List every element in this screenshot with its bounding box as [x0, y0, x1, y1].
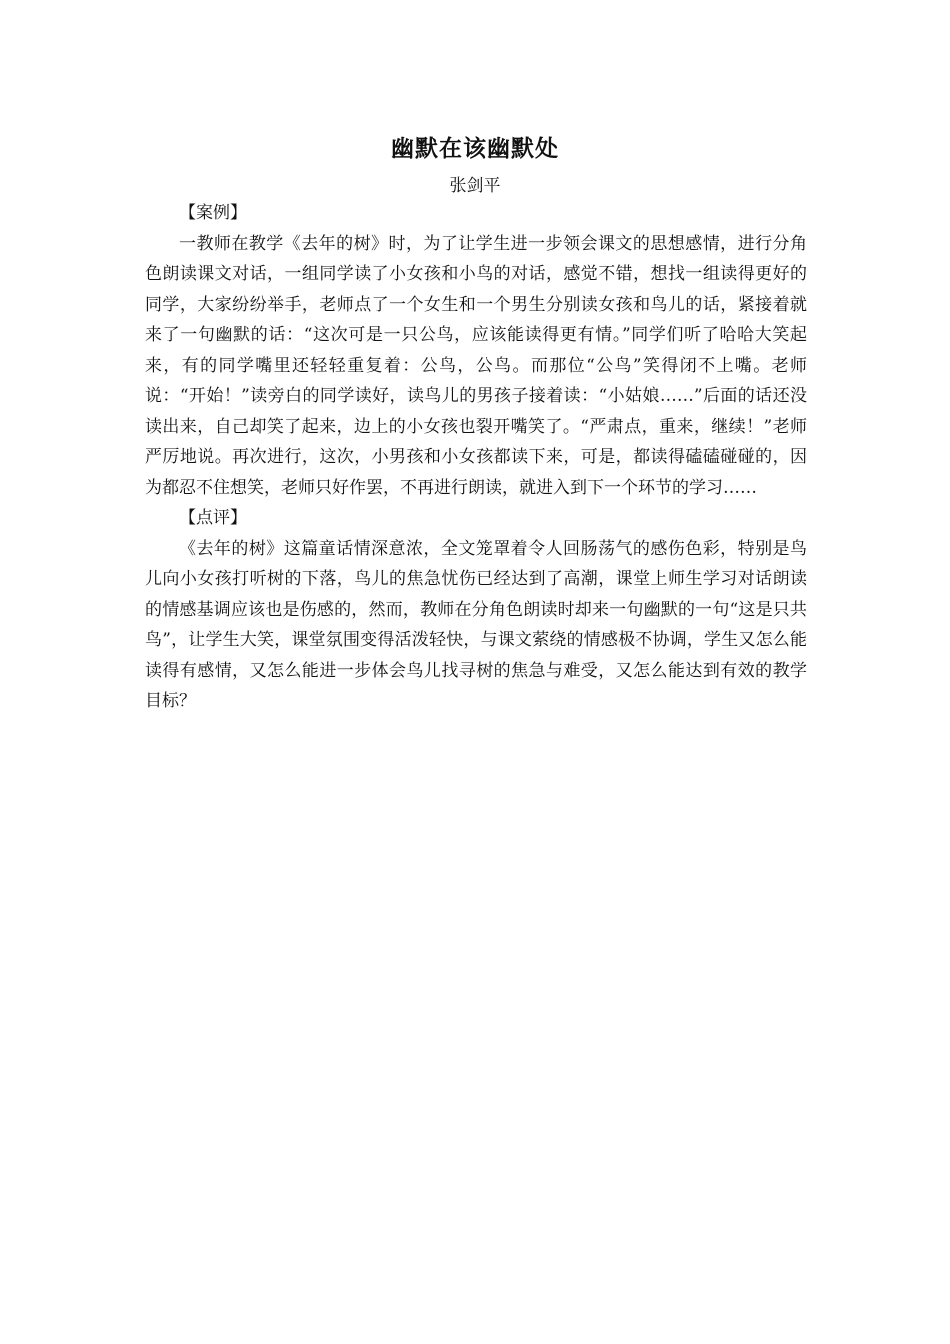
section-label-comment: 【点评】 — [179, 508, 247, 528]
case-paragraph: 一教师在教学《去年的树》时，为了让学生进一步领会课文的思想感情，进行分角色朗读课文对话，一组同学读了小女孩和小鸟的对话，感觉不错，想找一组读得更好的同学，大家纷纷举手，老师点了一个女生和一个男生分别读女孩和鸟儿的话，紧接着就来了一句幽默的话：“这次可是一只公鸟，应该能读得更有情。”同学们听了哈哈大笑起来，有的同学嘴里还轻轻重复着：公鸟，公鸟。而那位“公鸟”笑得闭不上嘴。老师说：“开始！”读旁白的同学读好，读鸟儿的男孩子接着读：“小姑娘……”后面的话还没读出来，自己却笑了起来，边上的小女孩也裂开嘴笑了。“严肃点，重来，继续！”老师严厉地说。再次进行，这次，小男孩和小女孩都读下来，可是，都读得磕磕碰碰的，因为都忍不住想笑，老师只好作罢，不再进行朗读，就进入到下一个环节的学习…… — [145, 233, 807, 498]
section-label-case: 【案例】 — [179, 203, 247, 223]
comment-paragraph: 《去年的树》这篇童话情深意浓，全文笼罩着令人回肠荡气的感伤色彩，特别是鸟儿向小女孩打听树的下落，鸟儿的焦急忧伤已经达到了高潮，课堂上师生学习对话朗读的情感基调应该也是伤感的，然而，教师在分角色朗读时却来一句幽默的一句“这是只共鸟”，让学生大笑，课堂氛围变得活泼轻快，与课文萦绕的情感极不协调，学生又怎么能读得有感情，又怎么能进一步体会鸟儿找寻树的焦急与难受，又怎么能达到有效的教学目标？ — [145, 538, 807, 711]
document-body — [145, 198, 807, 717]
author-name: 张剑平 — [449, 176, 501, 196]
page-title: 幽默在该幽默处 — [391, 136, 559, 162]
